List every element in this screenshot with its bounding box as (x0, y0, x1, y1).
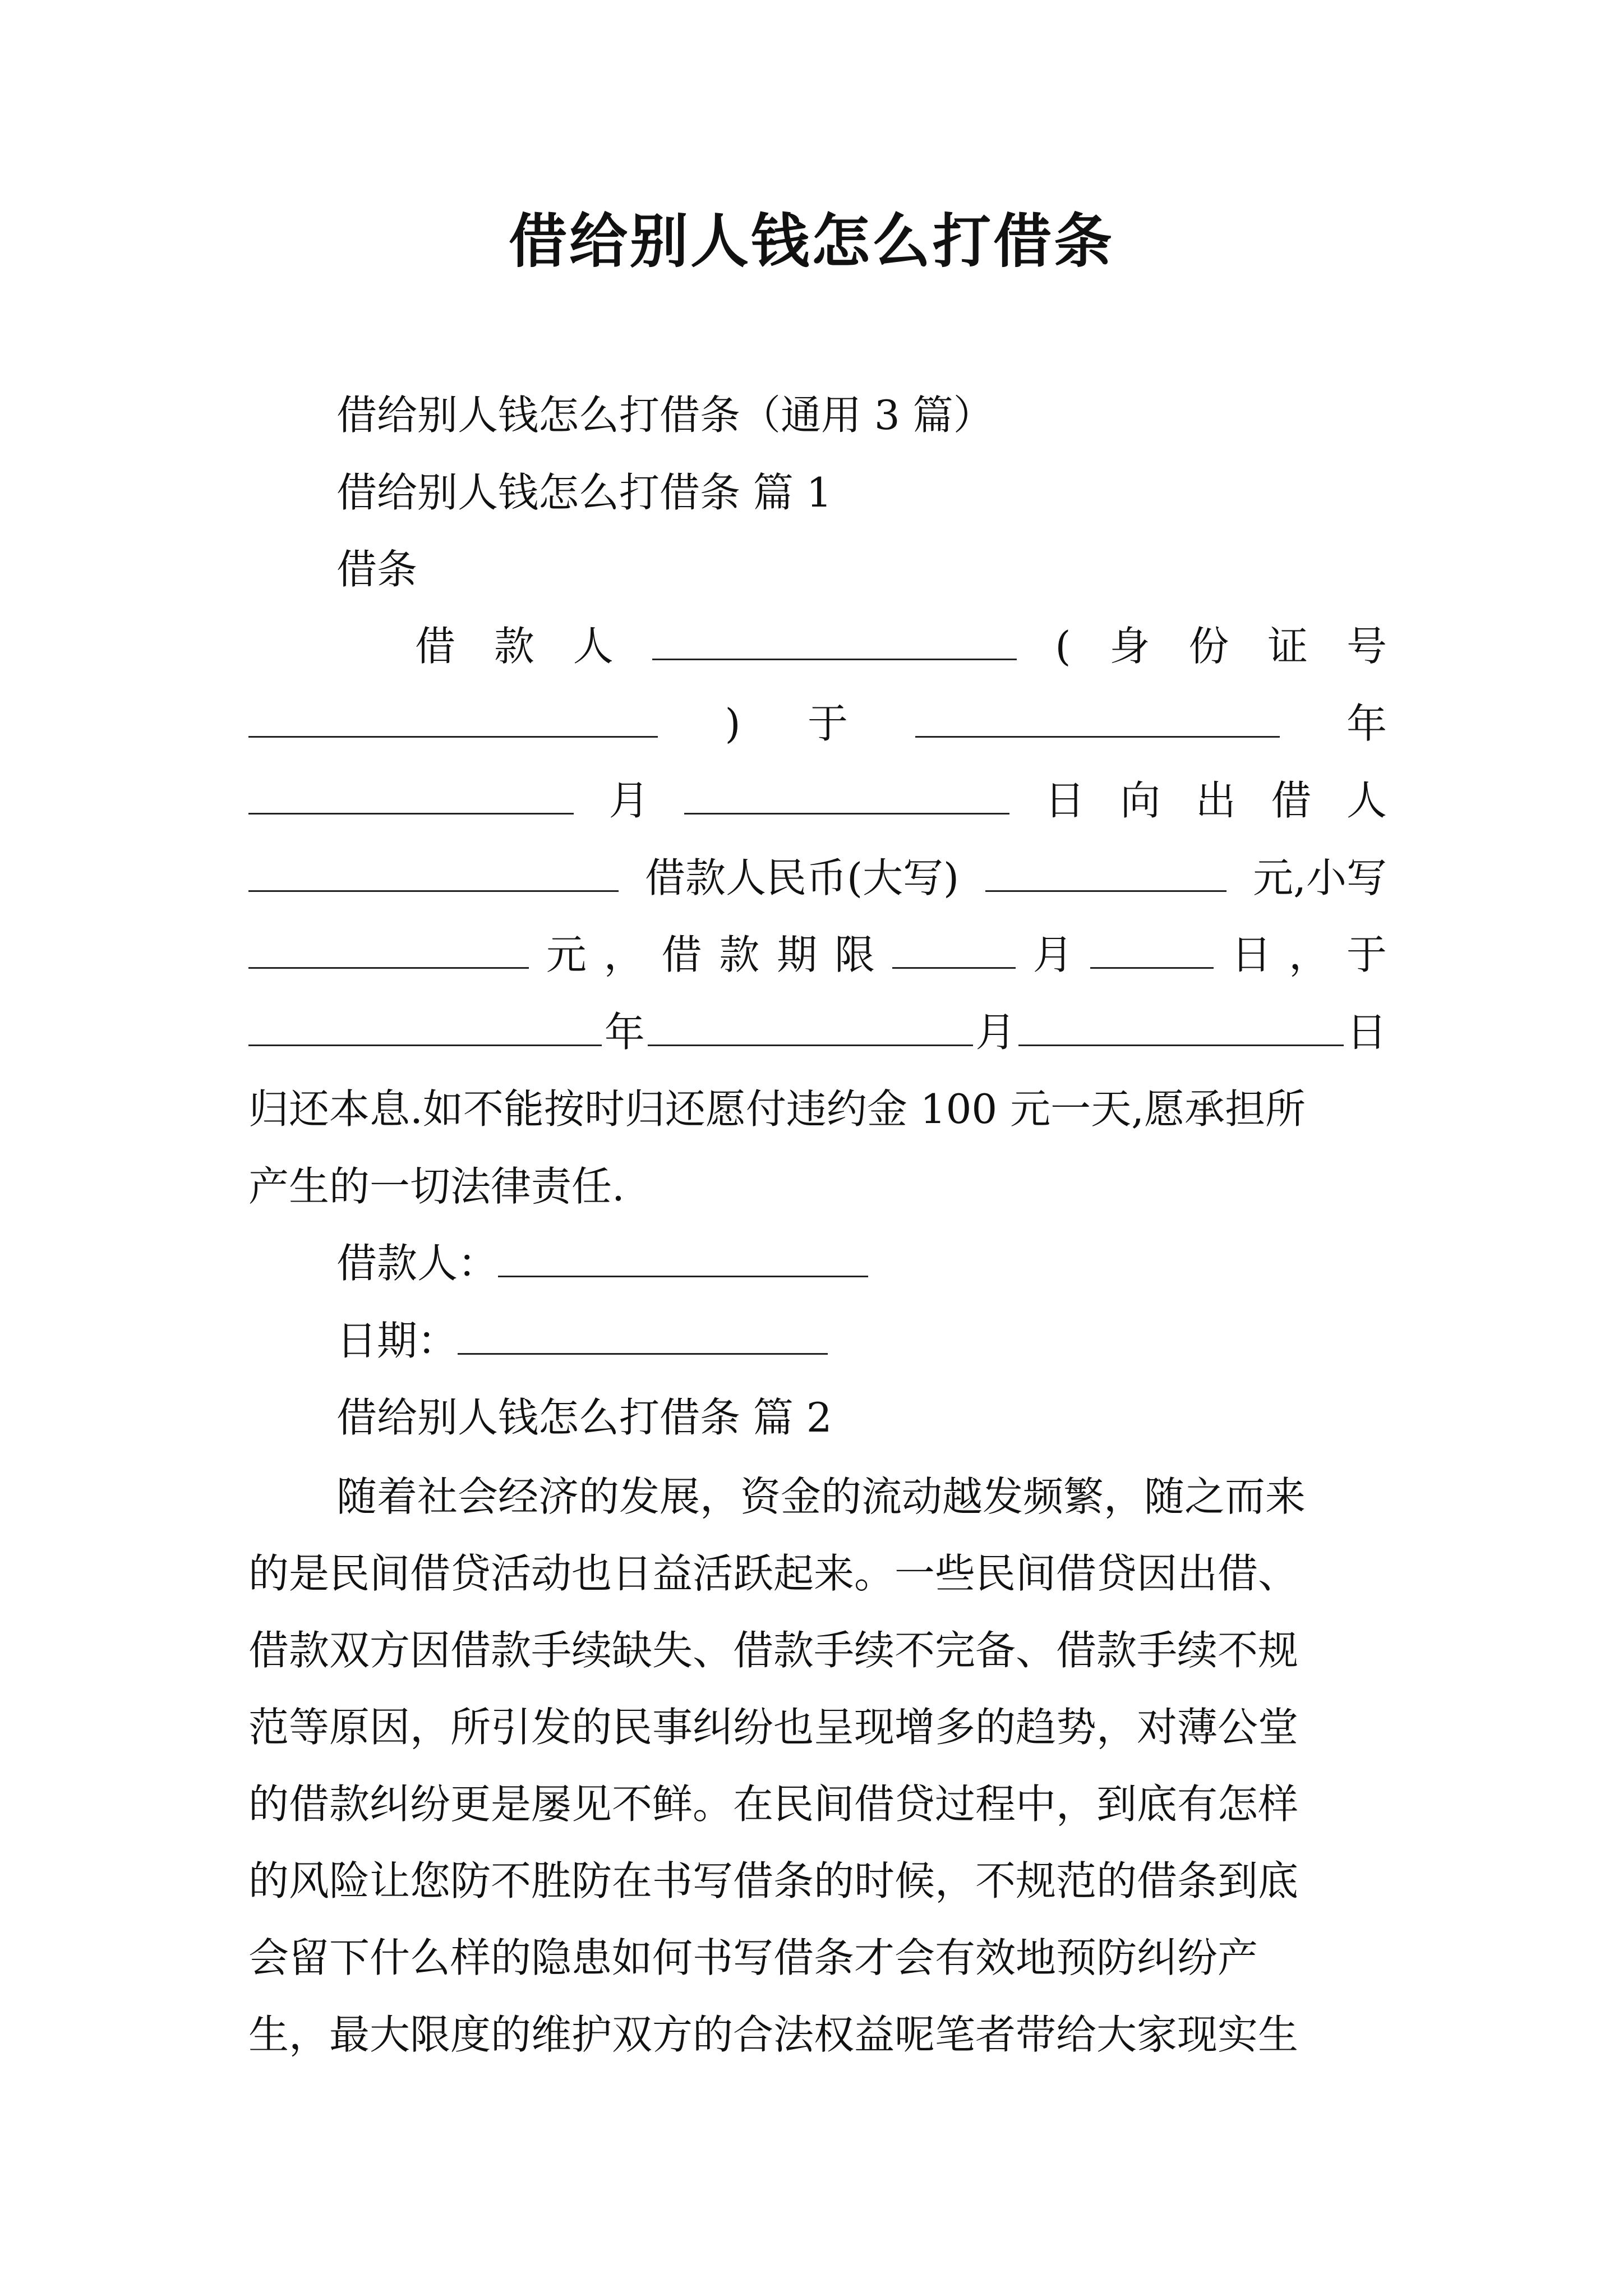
iou-line-7: 归还本息.如不能按时归还愿付违约金 100 元一天,愿承担所 (248, 1085, 1306, 1133)
piece2-paragraph-line: 的是民间借贷活动也日益活跃起来。一些民间借贷因出借、 (248, 1550, 1299, 1597)
piece2-paragraph-line: 的风险让您防不胜防在书写借条的时候，不规范的借条到底 (248, 1857, 1299, 1904)
iou-row-1: 借 款 人 ( 身 份 证 号 (415, 618, 1387, 674)
repay-day-blank (1018, 1004, 1344, 1046)
date-signature-label: 日期： (336, 1317, 458, 1364)
amount-upper-blank (985, 850, 1227, 892)
piece2-heading: 借给别人钱怎么打借条 篇 2 (336, 1394, 832, 1441)
piece2-paragraph-line: 的借款纠纷更是屡见不鲜。在民间借贷过程中，到底有怎样 (248, 1780, 1299, 1828)
year-blank (915, 696, 1280, 738)
document-title: 借给别人钱怎么打借条 (508, 206, 1114, 275)
piece2-paragraph-line: 会留下什么样的隐患如何书写借条才会有效地预防纠纷产 (248, 1934, 1258, 1981)
term-day-blank (1090, 927, 1214, 969)
piece2-paragraph-line: 借款双方因借款手续缺失、借款手续不完备、借款手续不规 (248, 1627, 1299, 1674)
day-blank (684, 772, 1009, 815)
term-month-blank (892, 927, 1016, 969)
iou-row-2: ) 于 年 (248, 696, 1387, 752)
piece2-paragraph-line: 范等原因，所引发的民事纠纷也呈现增多的趋势，对薄公堂 (248, 1704, 1299, 1751)
lender-name-blank (248, 850, 619, 892)
borrower-signature-blank (498, 1235, 868, 1277)
piece1-heading: 借给别人钱怎么打借条 篇 1 (336, 469, 832, 516)
date-signature-line (336, 1313, 1475, 1369)
iou-label: 借条 (336, 546, 418, 593)
date-signature-blank (458, 1313, 828, 1355)
iou-row-6: 年 月 日 (248, 1004, 1387, 1060)
borrower-name-blank (652, 618, 1017, 660)
id-number-blank (248, 696, 658, 738)
intro-line: 借给别人钱怎么打借条（通用 3 篇） (336, 392, 994, 439)
borrower-signature-line (336, 1235, 1475, 1291)
repay-month-blank (648, 1004, 973, 1046)
repay-year-blank (248, 1004, 602, 1046)
iou-line-8: 产生的一切法律责任. (248, 1163, 625, 1210)
iou-row-5: 元 ， 借 款 期 限 月 日 ， 于 (248, 927, 1387, 983)
amount-lower-blank (248, 927, 529, 969)
piece2-paragraph-line: 随着社会经济的发展，资金的流动越发频繁，随之而来 (336, 1473, 1306, 1520)
iou-row-3: 月 日 向 出 借 人 (248, 772, 1387, 829)
piece2-paragraph-line: 生，最大限度的维护双方的合法权益呢笔者带给大家现实生 (248, 2011, 1299, 2058)
month-blank (248, 772, 574, 815)
borrower-signature-label: 借款人： (336, 1240, 499, 1287)
iou-row-4: 借款人民币(大写) 元,小写 (248, 850, 1387, 906)
